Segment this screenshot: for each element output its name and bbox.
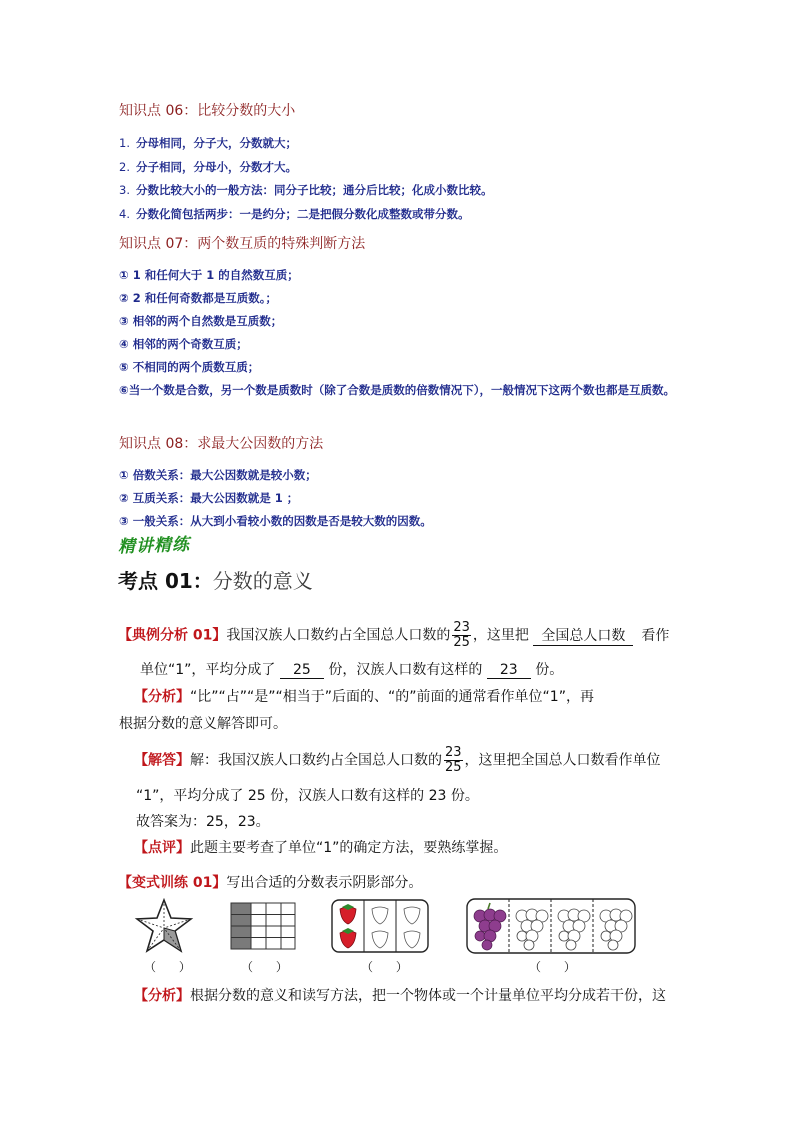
kaodian-heading bbox=[118, 565, 313, 594]
kp06-title: 知识点 06：比较分数的大小 bbox=[119, 103, 296, 119]
analysis-line-2: 根据分数的意义解答即可。 bbox=[119, 716, 287, 732]
example-line-1: 【典例分析 01】我国汉族人口数约占全国总人口数的 $\frac{23}{25}$ ，这里把 全国总人口数 看作 bbox=[118, 620, 670, 650]
section-tag: 精讲精练 bbox=[117, 534, 191, 558]
answer-blank-3: 23 bbox=[487, 662, 531, 679]
kp06-item-3: 3. 分数比较大小的一般方法：同分子比较；通分后比较；化成小数比较。 bbox=[119, 183, 493, 197]
analysis-tag: 【分析】 bbox=[134, 689, 190, 705]
fraction-23-25: $\frac{23}{25}$ bbox=[453, 620, 470, 650]
answer-line-2: “1”，平均分成了 25 份，汉族人口数有这样的 23 份。 bbox=[136, 788, 479, 804]
kp07-item-6: ⑥当一个数是合数，另一个数是质数时（除了合数是质数的倍数情况下），一般情况下这两个数也都是互质数。 bbox=[119, 383, 675, 397]
fraction-23-25-answer: $\frac{23}{25}$ bbox=[445, 745, 462, 775]
exercise-line: 【变式训练 01】写出合适的分数表示阴影部分。 bbox=[118, 875, 423, 891]
exercise-analysis-line: 【分析】根据分数的意义和读写方法，把一个物体或一个计量单位平均分成若干份，这 bbox=[134, 988, 666, 1004]
kp08-item-3: ③ 一般关系：从大到小看较小数的因数是否是较大数的因数。 bbox=[119, 514, 432, 528]
comment-tag: 【点评】 bbox=[134, 840, 190, 856]
answer-tag: 【解答】 bbox=[134, 752, 190, 769]
exercise-blank-2[interactable]: （ ） bbox=[241, 960, 288, 974]
grid-figure bbox=[230, 902, 296, 950]
star-figure bbox=[134, 898, 194, 954]
grape-figure bbox=[466, 898, 636, 954]
kp08-item-2: ② 互质关系：最大公因数就是 1 ； bbox=[119, 491, 299, 505]
kp06-item-2: 2. 分子相同，分母小，分数才大。 bbox=[119, 160, 297, 174]
answer-line-1: 【解答】解：我国汉族人口数约占全国总人口数的 $\frac{23}{25}$ ，这里把全国总人口数看作单位 bbox=[134, 745, 661, 775]
kp06-item-1: 1. 分母相同，分子大，分数就大； bbox=[119, 136, 297, 150]
kp07-item-1: ① 1 和任何大于 1 的自然数互质； bbox=[119, 268, 299, 282]
answer-line-3: 故答案为：25，23。 bbox=[136, 814, 270, 830]
kp08-title: 知识点 08：求最大公因数的方法 bbox=[119, 436, 324, 452]
kp07-title: 知识点 07：两个数互质的特殊判断方法 bbox=[119, 236, 366, 252]
kp07-item-2: ② 2 和任何奇数都是互质数。； bbox=[119, 291, 277, 305]
kp06-item-4: 4. 分数化简包括两步：一是约分；二是把假分数化成整数或带分数。 bbox=[119, 207, 470, 221]
kp07-item-4: ④ 相邻的两个奇数互质； bbox=[119, 337, 248, 351]
kaodian-label: 分数的意义 bbox=[212, 569, 313, 593]
comment-line: 【点评】此题主要考查了单位“1”的确定方法，要熟练掌握。 bbox=[134, 840, 508, 856]
strawberry-figure bbox=[331, 899, 429, 953]
kp08-item-1: ① 倍数关系：最大公因数就是较小数； bbox=[119, 468, 317, 482]
example-line-2: 单位“1”，平均分成了 25 份，汉族人口数有这样的 23 份。 bbox=[140, 662, 564, 678]
exercise-analysis-tag: 【分析】 bbox=[134, 988, 190, 1004]
example-tag: 【典例分析 01】 bbox=[118, 627, 227, 644]
exercise-blank-4[interactable]: （ ） bbox=[529, 960, 576, 974]
kp07-item-3: ③ 相邻的两个自然数是互质数； bbox=[119, 314, 283, 328]
exercise-tag: 【变式训练 01】 bbox=[118, 875, 227, 891]
exercise-blank-3[interactable]: （ ） bbox=[361, 960, 408, 974]
kaodian-prefix: 考点 01： bbox=[118, 569, 213, 593]
kp07-item-5: ⑤ 不相同的两个质数互质； bbox=[119, 360, 260, 374]
answer-blank-1: 全国总人口数 bbox=[533, 625, 633, 646]
analysis-line-1: 【分析】“比”“占”“是”“相当于”后面的、“的”前面的通常看作单位“1”，再 bbox=[134, 689, 594, 705]
exercise-blank-1[interactable]: （ ） bbox=[144, 960, 191, 974]
answer-blank-2: 25 bbox=[280, 662, 324, 679]
